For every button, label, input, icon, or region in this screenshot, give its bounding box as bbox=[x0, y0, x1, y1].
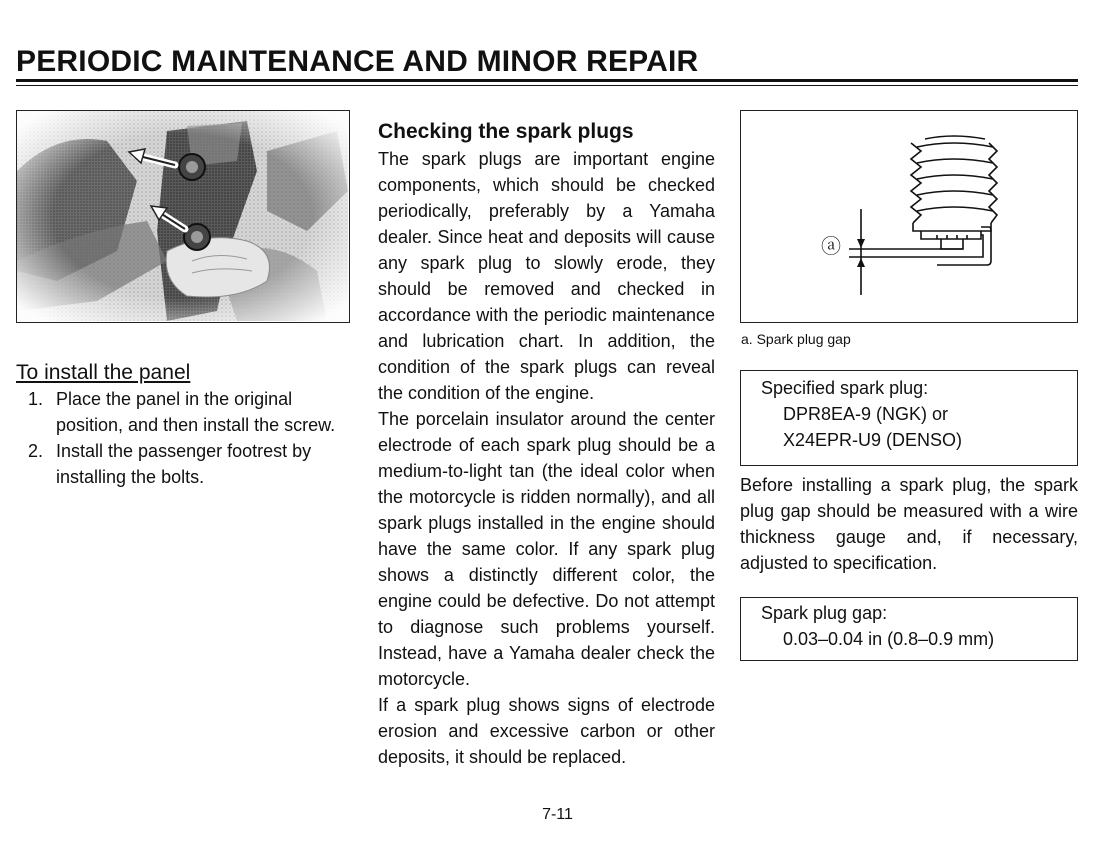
panel-photo bbox=[16, 110, 350, 323]
diagram-caption: a. Spark plug gap bbox=[741, 331, 851, 347]
spark-plug-section bbox=[378, 118, 715, 770]
paragraph: If a spark plug shows signs of electrode erosion and excessive carbon or other deposits, it should be replaced. bbox=[378, 695, 715, 767]
spark-plug-diagram bbox=[740, 110, 1078, 323]
title-rule-thin bbox=[16, 85, 1078, 86]
gap-marker: ⓐ bbox=[821, 236, 841, 258]
paragraph: The spark plugs are important engine components, which should be checked periodically, preferably by a Yamaha dealer. Since heat and deposits will cause any spark plug to slowly erode, they should be removed and checked in accordance with the periodic maintenance and lubrication chart. In addition, the condition of the spark plugs can reveal the condition of the engine. bbox=[378, 149, 715, 403]
step-text: Place the panel in the original position, and then install the screw. bbox=[56, 389, 336, 435]
title-rule bbox=[16, 79, 1078, 82]
spec-value: X24EPR-U9 (DENSO) bbox=[783, 430, 963, 450]
section-heading: Checking the spark plugs bbox=[378, 120, 634, 143]
gap-spec-box bbox=[740, 597, 1078, 661]
list-item bbox=[16, 386, 356, 438]
install-steps bbox=[16, 386, 356, 490]
step-text: Install the passenger footrest by installing the bolts. bbox=[56, 441, 312, 487]
spark-plug-spec-box bbox=[740, 370, 1078, 466]
install-panel-section bbox=[16, 360, 356, 490]
paragraph: The porcelain insulator around the center electrode of each spark plug should be a medium-to-light tan (the ideal color when the motorcycle is ridden normally), and all spark plugs installed in the engine should have the same color. If any spark plug shows a distinctly different color, the engine could be defective. Do not attempt to diagnose such problems yourself. Instead, have a Yamaha dealer check the motorcycle. bbox=[378, 409, 715, 689]
section-label: To install the panel bbox=[16, 361, 191, 384]
page-title: PERIODIC MAINTENANCE AND MINOR REPAIR bbox=[16, 45, 699, 78]
spec-value: DPR8EA-9 (NGK) or bbox=[783, 404, 949, 424]
spec-label: Specified spark plug: bbox=[761, 378, 929, 398]
spec-value: 0.03–0.04 in (0.8–0.9 mm) bbox=[783, 629, 995, 649]
gap-instructions: Before installing a spark plug, the spark plug gap should be measured with a wire thickness gauge and, if necessary, adjusted to specification. bbox=[740, 475, 1078, 573]
spec-label: Spark plug gap: bbox=[761, 603, 888, 623]
list-item bbox=[16, 438, 356, 490]
page-number: 7-11 bbox=[542, 806, 573, 823]
step-number: 2. bbox=[28, 441, 44, 461]
panel-photo-illustration bbox=[17, 111, 348, 321]
spark-plug-gap-drawing bbox=[741, 111, 1076, 321]
step-number: 1. bbox=[28, 389, 44, 409]
